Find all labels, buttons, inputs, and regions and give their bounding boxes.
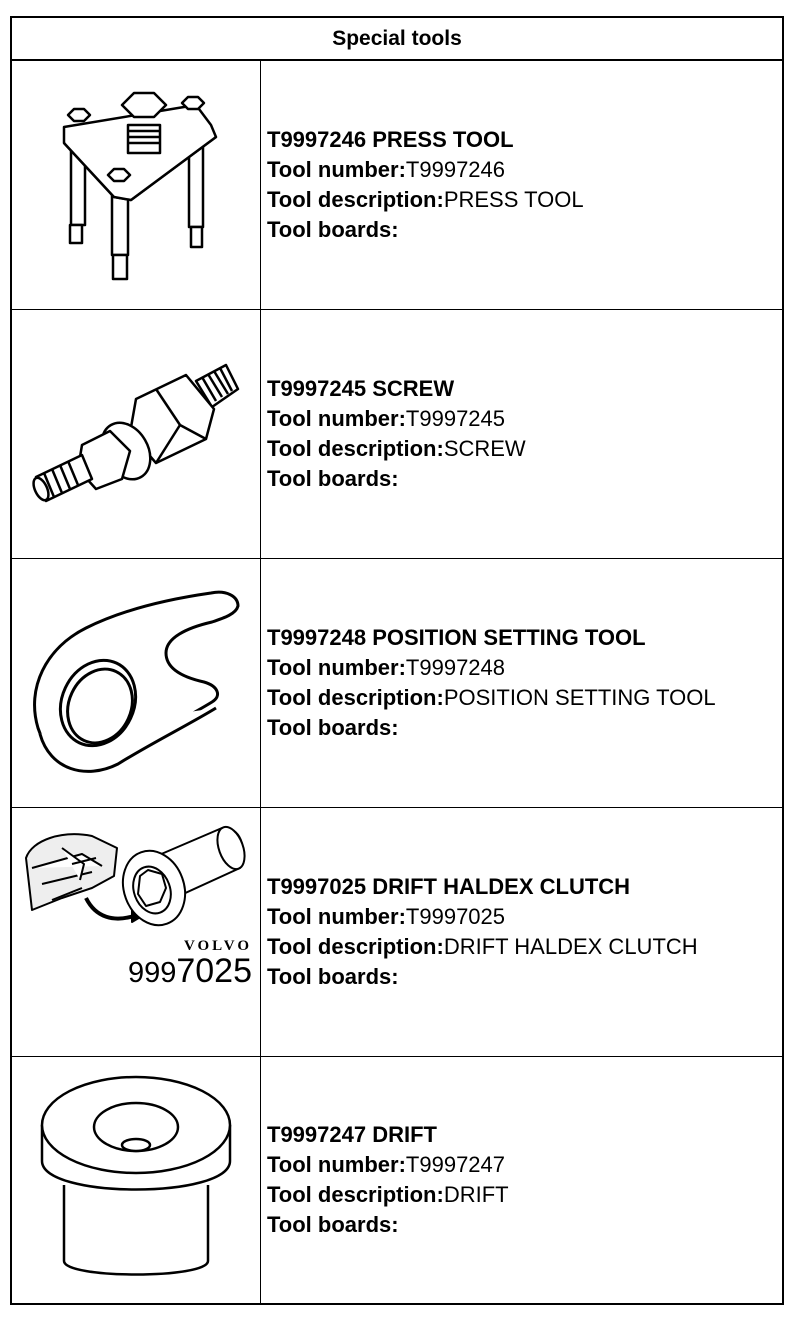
tool-image-cell <box>12 808 261 1056</box>
tool-number-value: T9997248 <box>405 655 506 680</box>
tool-heading: T9997248 POSITION SETTING TOOL <box>267 625 646 650</box>
position-setting-tool-icon <box>26 578 246 788</box>
tool-description-label: Tool description: <box>267 187 444 212</box>
tool-boards-label: Tool boards: <box>267 715 399 740</box>
tool-info <box>261 310 782 558</box>
tool-number-label: Tool number: <box>267 1152 406 1177</box>
screw-icon <box>26 359 246 509</box>
tool-boards-label: Tool boards: <box>267 1212 399 1237</box>
tool-description-value: PRESS TOOL <box>443 187 584 212</box>
tool-boards-label: Tool boards: <box>267 964 399 989</box>
tool-description-label: Tool description: <box>267 1182 444 1207</box>
tool-heading: T9997247 DRIFT <box>267 1122 437 1147</box>
table-row <box>12 61 782 310</box>
drift-icon <box>36 1075 236 1285</box>
tool-info <box>261 61 782 309</box>
tool-description-value: POSITION SETTING TOOL <box>443 685 716 710</box>
tool-number-label: Tool number: <box>267 406 406 431</box>
tool-number-value: T9997245 <box>405 406 506 431</box>
table-row <box>12 310 782 559</box>
tool-info <box>261 559 782 807</box>
tool-info <box>261 1057 782 1303</box>
tool-number-value: T9997247 <box>405 1152 506 1177</box>
tool-number-label: Tool number: <box>267 904 406 929</box>
tool-image-cell <box>12 61 261 309</box>
tool-description-value: SCREW <box>443 436 526 461</box>
table-row <box>12 559 782 808</box>
tool-boards-label: Tool boards: <box>267 466 399 491</box>
table-row <box>12 1057 782 1303</box>
press-tool-icon <box>46 85 226 285</box>
tool-description-label: Tool description: <box>267 934 444 959</box>
plate-number-prefix: 999 <box>127 957 177 989</box>
tool-description-value: DRIFT HALDEX CLUTCH <box>443 934 698 959</box>
tool-heading: T9997245 SCREW <box>267 376 455 401</box>
tool-number-label: Tool number: <box>267 655 406 680</box>
volvo-logo: VOLVO <box>183 938 252 954</box>
tool-number-value: T9997025 <box>405 904 506 929</box>
tool-boards-label: Tool boards: <box>267 217 399 242</box>
special-tools-table <box>10 16 784 1305</box>
tool-description-label: Tool description: <box>267 685 444 710</box>
tool-description-value: DRIFT <box>443 1182 509 1207</box>
tool-description-label: Tool description: <box>267 436 444 461</box>
tool-image-cell <box>12 1057 261 1303</box>
part-number-plate <box>128 938 252 990</box>
tool-image-cell <box>12 559 261 807</box>
plate-number-main: 7025 <box>176 952 252 990</box>
table-title: Special tools <box>12 18 782 61</box>
tool-heading: T9997246 PRESS TOOL <box>267 127 514 152</box>
tool-image-cell <box>12 310 261 558</box>
drift-haldex-clutch-icon <box>22 818 252 958</box>
tool-info <box>261 808 782 1056</box>
tool-heading: T9997025 DRIFT HALDEX CLUTCH <box>267 874 631 899</box>
tool-number-value: T9997246 <box>405 157 506 182</box>
table-row <box>12 808 782 1057</box>
tool-number-label: Tool number: <box>267 157 406 182</box>
